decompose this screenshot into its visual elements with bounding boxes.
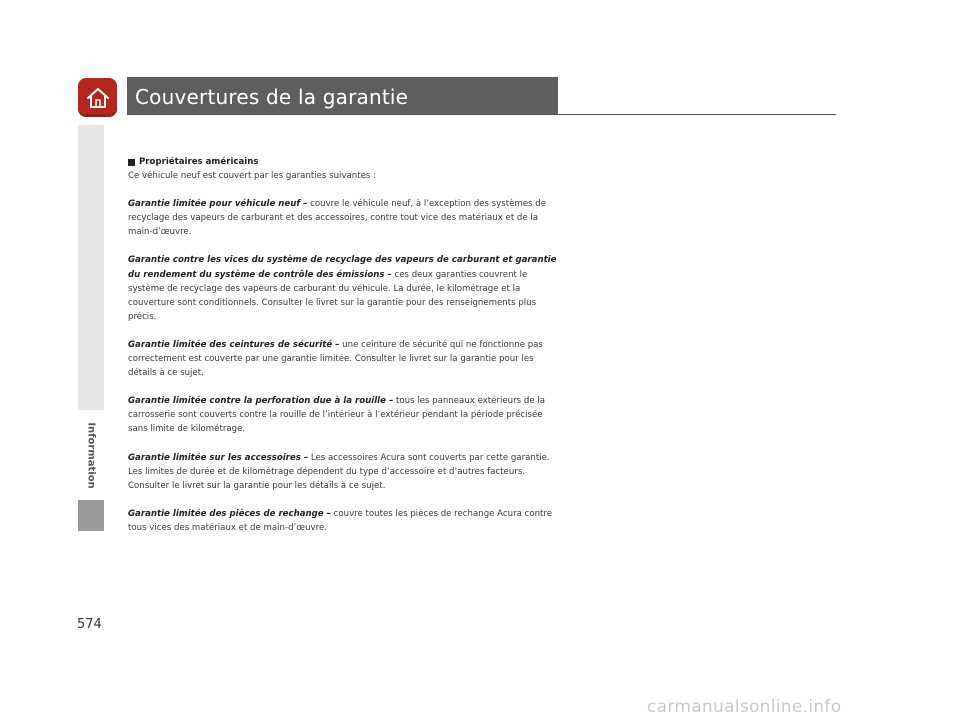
section-heading <box>128 155 560 169</box>
warranty-item <box>128 338 560 380</box>
main-content <box>128 155 560 535</box>
page-title: Couvertures de la garantie <box>135 85 409 109</box>
warranty-term: Garantie limitée des pièces de rechange – <box>128 508 331 519</box>
warranty-item <box>128 197 560 239</box>
warranty-item <box>128 451 560 493</box>
warranty-description: ces deux garanties couvrent le système de recyclage des vapeurs de carburant du véhicule. La durée, le kilométrage et la couverture sont conditionnels. Consulter le livret sur la garantie pour des renseignements plus précis. <box>128 269 537 322</box>
warranty-item <box>128 394 560 436</box>
warranty-item <box>128 507 560 535</box>
warranty-description: Les accessoires Acura sont couverts par cette garantie. Les limites de durée et de kilométrage dépendent du type d’accessoire et d’autres facteurs. Consulter le livret sur la garantie pour les détails à ce sujet. <box>128 452 550 491</box>
warranty-term: Garantie limitée pour véhicule neuf – <box>128 199 308 210</box>
sidebar-tab-information[interactable] <box>78 410 104 500</box>
warranty-item <box>128 253 560 323</box>
title-bar <box>127 77 558 114</box>
home-icon <box>85 86 111 110</box>
sidebar-tab-label: Information <box>85 421 97 489</box>
watermark: carmanualsonline.info <box>647 697 842 717</box>
title-underline <box>127 114 836 115</box>
warranty-description: une ceinture de sécurité qui ne fonctionne pas correctement est couverte par une garantie limitée. Consulter le livret sur la garantie pour les détails à ce sujet. <box>128 339 543 379</box>
sidebar-tab-spacer <box>78 125 104 410</box>
intro-text: Ce véhicule neuf est couvert par les garanties suivantes : <box>128 171 377 182</box>
page-number: 574 <box>77 617 102 632</box>
warranty-term: Garantie limitée sur les accessoires – <box>128 452 309 463</box>
warranty-term: Garantie contre les vices du système de recyclage des vapeurs de carburant et garantie du rendement du système de contrôle des émissions – <box>128 255 557 280</box>
warranty-description: couvre toutes les pièces de rechange Acura contre tous vices des matériaux et de main-d’œuvre. <box>128 508 553 533</box>
home-button[interactable] <box>78 78 117 117</box>
sidebar-tab-indicator <box>78 500 104 531</box>
section-heading-text: Propriétaires américains <box>139 157 259 167</box>
warranty-description: tous les panneaux extérieurs de la carrosserie sont couverts contre la rouille de l’intérieur à l’extérieur pendant la période précisée sans limite de kilométrage. <box>128 396 545 435</box>
square-bullet-icon <box>128 159 135 166</box>
warranty-term: Garantie limitée contre la perforation due à la rouille – <box>128 396 394 407</box>
warranty-term: Garantie limitée des ceintures de sécurité – <box>128 339 340 350</box>
warranty-description: couvre le véhicule neuf, à l’exception des systèmes de recyclage des vapeurs de carburant et des accessoires, contre tout vice des matériaux et de la main-d’œuvre. <box>128 199 546 238</box>
